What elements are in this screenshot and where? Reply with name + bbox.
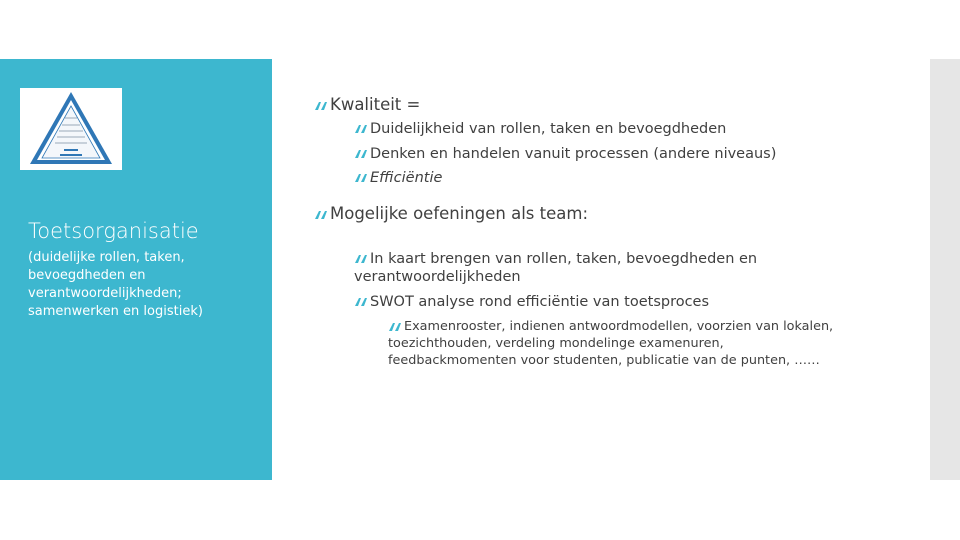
bullet-item xyxy=(354,250,774,286)
section-title: Toetsorganisatie xyxy=(28,219,199,243)
bullet-text: Efficiëntie xyxy=(370,170,443,186)
quote-bullet-icon xyxy=(354,149,368,159)
bullet-text: SWOT analyse rond efficiëntie van toetsproces xyxy=(370,294,710,310)
bullet-kwaliteit xyxy=(314,95,420,114)
quote-bullet-icon xyxy=(354,254,368,264)
bullet-text: In kaart brengen van rollen, taken, bevoegdheden en verantwoordelijkheden xyxy=(354,251,758,285)
right-scroll-strip xyxy=(930,59,960,480)
bullet-text: Examenrooster, indienen antwoordmodellen, voorzien van lokalen, toezichthouden, verdeling mondelinge examenuren, feedbackmomenten voor studenten, publicatie van de punten, …… xyxy=(388,319,834,368)
quote-bullet-icon xyxy=(354,124,368,134)
section-subtitle: (duidelijke rollen, taken, bevoegdheden en verantwoordelijkheden; samenwerken en logistiek) xyxy=(28,250,203,319)
bullet-text: Denken en handelen vanuit processen (andere niveaus) xyxy=(370,146,777,162)
bullet-item xyxy=(354,294,709,310)
quote-bullet-icon xyxy=(354,297,368,307)
bullet-item xyxy=(354,170,442,186)
bullet-subitem xyxy=(388,318,850,369)
pyramid-diagram-icon xyxy=(20,88,122,170)
bullet-label: Mogelijke oefeningen als team: xyxy=(330,204,589,223)
quote-bullet-icon xyxy=(314,210,328,220)
quote-bullet-icon xyxy=(314,101,328,111)
bullet-item xyxy=(354,121,726,137)
bullet-oefeningen xyxy=(314,204,588,223)
bullet-text: Duidelijkheid van rollen, taken en bevoegdheden xyxy=(370,121,727,137)
quote-bullet-icon xyxy=(354,173,368,183)
bullet-item xyxy=(354,146,776,162)
bullet-label: Kwaliteit = xyxy=(330,95,421,114)
quote-bullet-icon xyxy=(388,322,402,332)
